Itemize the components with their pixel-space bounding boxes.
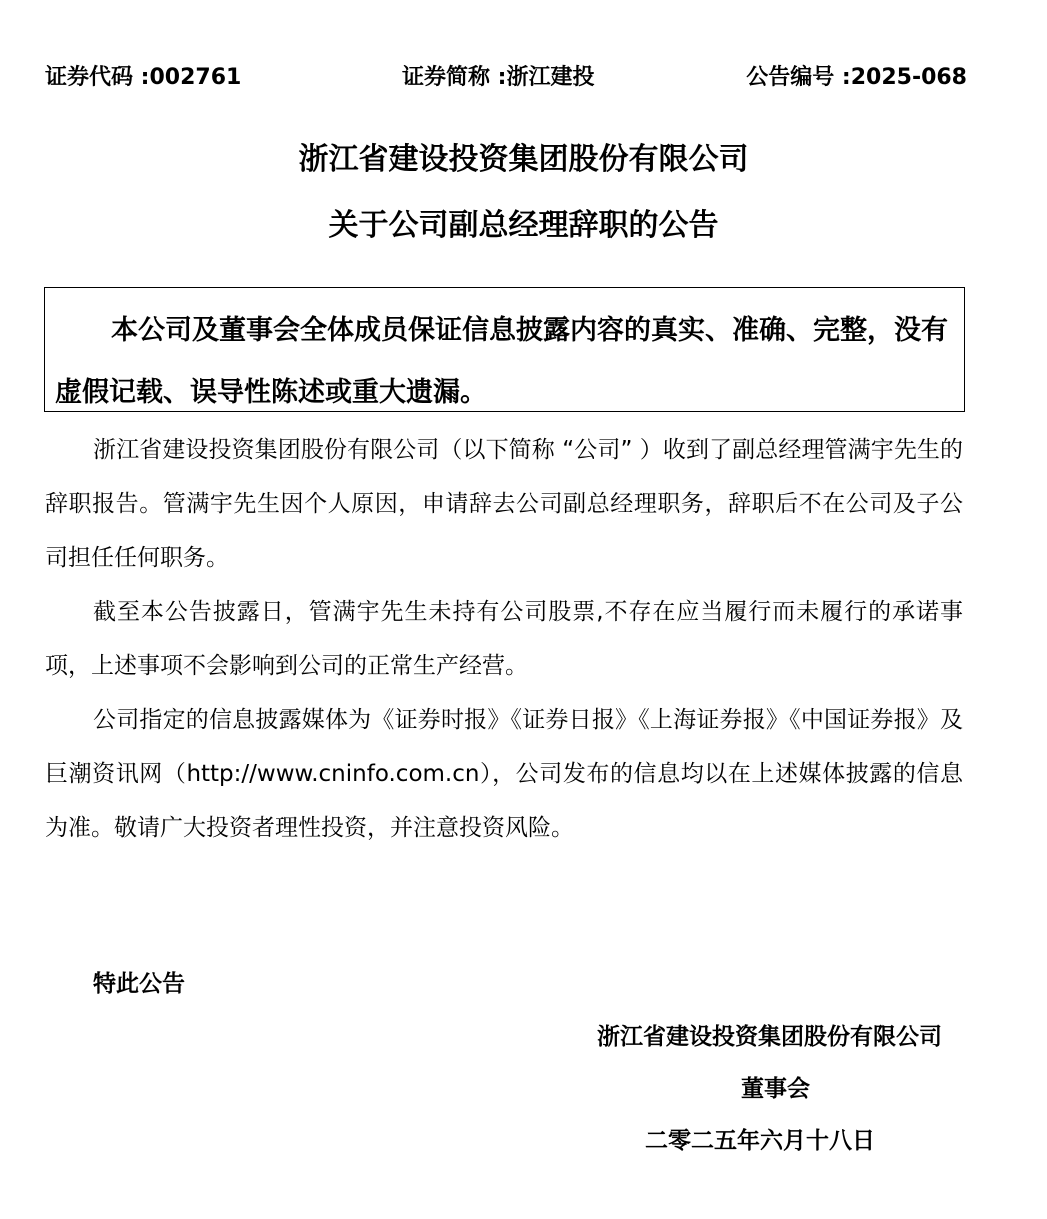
announcement-body — [45, 423, 963, 855]
body-paragraph-shareholding: 截至本公告披露日，管满宇先生未持有公司股票,不存在应当履行而未履行的承诺事项，上述事项不会影响到公司的正常生产经营。 — [45, 599, 963, 679]
announcement-header — [45, 60, 967, 94]
announcement-number: 公告编号 :2025-068 — [746, 65, 967, 90]
company-title: 浙江省建设投资集团股份有限公司 — [298, 142, 749, 177]
security-abbreviation: 证券简称 :浙江建投 — [402, 65, 595, 90]
security-code: 证券代码 :002761 — [45, 65, 242, 90]
body-paragraph-resignation: 浙江省建设投资集团股份有限公司（以下简称 “公司” ）收到了副总经理管满宇先生的辞职报告。管满宇先生因个人原因，申请辞去公司副总经理职务，辞职后不在公司及子公司担任任何职务。 — [45, 437, 963, 571]
body-paragraph-media: 公司指定的信息披露媒体为《证券时报》《证券日报》《上海证券报》《中国证券报》及巨潮资讯网（http://www.cninfo.com.cn），公司发布的信息均以在上述媒体披露的信息为准。敬请广大投资者理性投资，并注意投资风险。 — [45, 707, 963, 841]
announcement-title: 关于公司副总经理辞职的公告 — [328, 208, 719, 243]
signature-board: 董事会 — [741, 1076, 810, 1102]
signature-company: 浙江省建设投资集团股份有限公司 — [597, 1024, 942, 1050]
board-declaration-text: 本公司及董事会全体成员保证信息披露内容的真实、准确、完整，没有虚假记载、误导性陈述或重大遗漏。 — [55, 315, 948, 408]
closing-statement: 特此公告 — [93, 971, 185, 997]
signature-date: 二零二五年六月十八日 — [645, 1128, 875, 1154]
board-declaration-box — [44, 287, 965, 412]
